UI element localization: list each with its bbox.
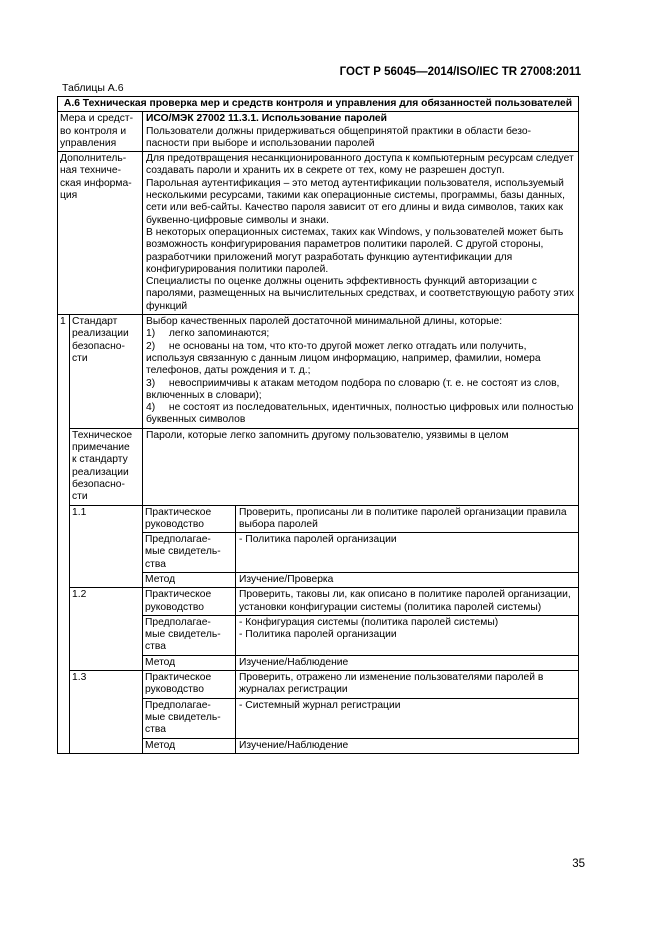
- guidance-label: Практическое руководство: [143, 671, 236, 699]
- extra-info-label: Дополнитель- ная техниче- ская информа- ция: [58, 152, 143, 315]
- method-text: Изучение/Наблюдение: [236, 738, 579, 753]
- control-row: [58, 112, 579, 152]
- requirements-table: [57, 96, 579, 754]
- control-text: Пользователи должны придерживаться общепринятой практики в области безо- пасности при выборе и использовании паролей: [146, 125, 532, 149]
- standard-item: 3) невосприимчивы к атакам методом подбора по словарю (т. е. не состоят из слов, включенных в словари);: [146, 377, 563, 401]
- control-reference: ИСО/МЭК 27002 11.3.1. Использование паролей: [146, 113, 387, 125]
- guidance-text: Проверить, таковы ли, как описано в политике паролей организации, установки конфигурации системы (политика паролей системы): [236, 588, 579, 616]
- guidance-label: Практическое руководство: [143, 505, 236, 533]
- document-header: ГОСТ Р 56045—2014/ISO/IEC TR 27008:2011: [339, 66, 581, 78]
- guidance-text: Проверить, прописаны ли в политике паролей организации правила выбора паролей: [236, 505, 579, 533]
- standard-content: [143, 315, 579, 429]
- page-number: 35: [572, 858, 585, 870]
- standard-item: 1) легко запоминаются;: [146, 328, 270, 340]
- method-label: Метод: [143, 655, 236, 670]
- extra-info-paragraph: Специалисты по оценке должны оценить эффективность функций авторизации с паролями, размещенных на вычислительных средствах, и соответствующую работу этих функций: [146, 276, 575, 312]
- control-content: [143, 112, 579, 152]
- evidence-label: Предполагае- мые свидетель- ства: [143, 533, 236, 573]
- evidence-item: - Политика паролей организации: [239, 534, 397, 546]
- subitem-guidance-row: [58, 671, 579, 699]
- standard-item: 4) не состоят из последовательных, идентичных, полностью цифровых или полностью буквенных символов: [146, 402, 577, 426]
- evidence-item: - Системный журнал регистрации: [239, 699, 401, 711]
- subitem-number: 1.1: [70, 505, 143, 588]
- standard-row: [58, 315, 579, 429]
- evidence-item: - Политика паролей организации: [239, 629, 397, 641]
- standard-label: Стандарт реализации безопасно- сти: [70, 315, 143, 429]
- subitem-number: 1.3: [70, 671, 143, 754]
- guidance-text: Проверить, отражено ли изменение пользователями паролей в журналах регистрации: [236, 671, 579, 699]
- extra-info-paragraph: В некоторых операционных системах, таких как Windows, у пользователей может быть возможность конфигурирования параметров политики паролей. С другой стороны, разработчики приложений могут разработать функцию аутентификации для конфигурирования политики паролей.: [146, 226, 564, 275]
- table-caption: Таблицы А.6: [62, 82, 124, 94]
- method-text: Изучение/Проверка: [236, 572, 579, 587]
- method-label: Метод: [143, 572, 236, 587]
- table-title: А.6 Техническая проверка мер и средств контроля и управления для обязанностей пользователей: [58, 97, 579, 112]
- guidance-label: Практическое руководство: [143, 588, 236, 616]
- technical-note-label: Техническое примечание к стандарту реализации безопасно- сти: [70, 428, 143, 505]
- evidence-content: [236, 615, 579, 655]
- extra-info-row: [58, 152, 579, 315]
- method-text: Изучение/Наблюдение: [236, 655, 579, 670]
- extra-info-content: [143, 152, 579, 315]
- technical-note-row: [58, 428, 579, 505]
- standard-intro: Выбор качественных паролей достаточной минимальной длины, которые:: [146, 316, 503, 328]
- subitem-number: 1.2: [70, 588, 143, 671]
- standard-number: 1: [58, 315, 70, 754]
- extra-info-paragraph: Для предотвращения несанкционированного доступа к компьютерным ресурсам следует создавать пароли и хранить их в секрете от тех, кому не разрешен доступ.: [146, 153, 574, 177]
- evidence-label: Предполагае- мые свидетель- ства: [143, 615, 236, 655]
- method-label: Метод: [143, 738, 236, 753]
- extra-info-paragraph: Парольная аутентификация – это метод аутентификации пользователя, используемый несколькими ресурсами, такими как операционные системы, программы, базы данных, сети или веб-сайты. Качество пароля зависит от его длины и вида символов, таких как буквенно-цифровые символы и знаки.: [146, 177, 565, 226]
- evidence-content: [236, 533, 579, 573]
- evidence-label: Предполагае- мые свидетель- ства: [143, 698, 236, 738]
- standard-item: 2) не основаны на том, что кто-то другой может легко отгадать или получить, используя связанную с данным лицом информацию, например, фамилии, номера телефонов, даты рождения и т. д.;: [146, 340, 544, 377]
- control-label: Мера и средст- во контроля и управления: [58, 112, 143, 152]
- evidence-item: - Конфигурация системы (политика паролей системы): [239, 616, 499, 628]
- subitem-guidance-row: [58, 588, 579, 616]
- subitem-guidance-row: [58, 505, 579, 533]
- table-title-row: [58, 97, 579, 112]
- evidence-content: [236, 698, 579, 738]
- technical-note-text: Пароли, которые легко запомнить другому пользователю, уязвимы в целом: [143, 428, 579, 505]
